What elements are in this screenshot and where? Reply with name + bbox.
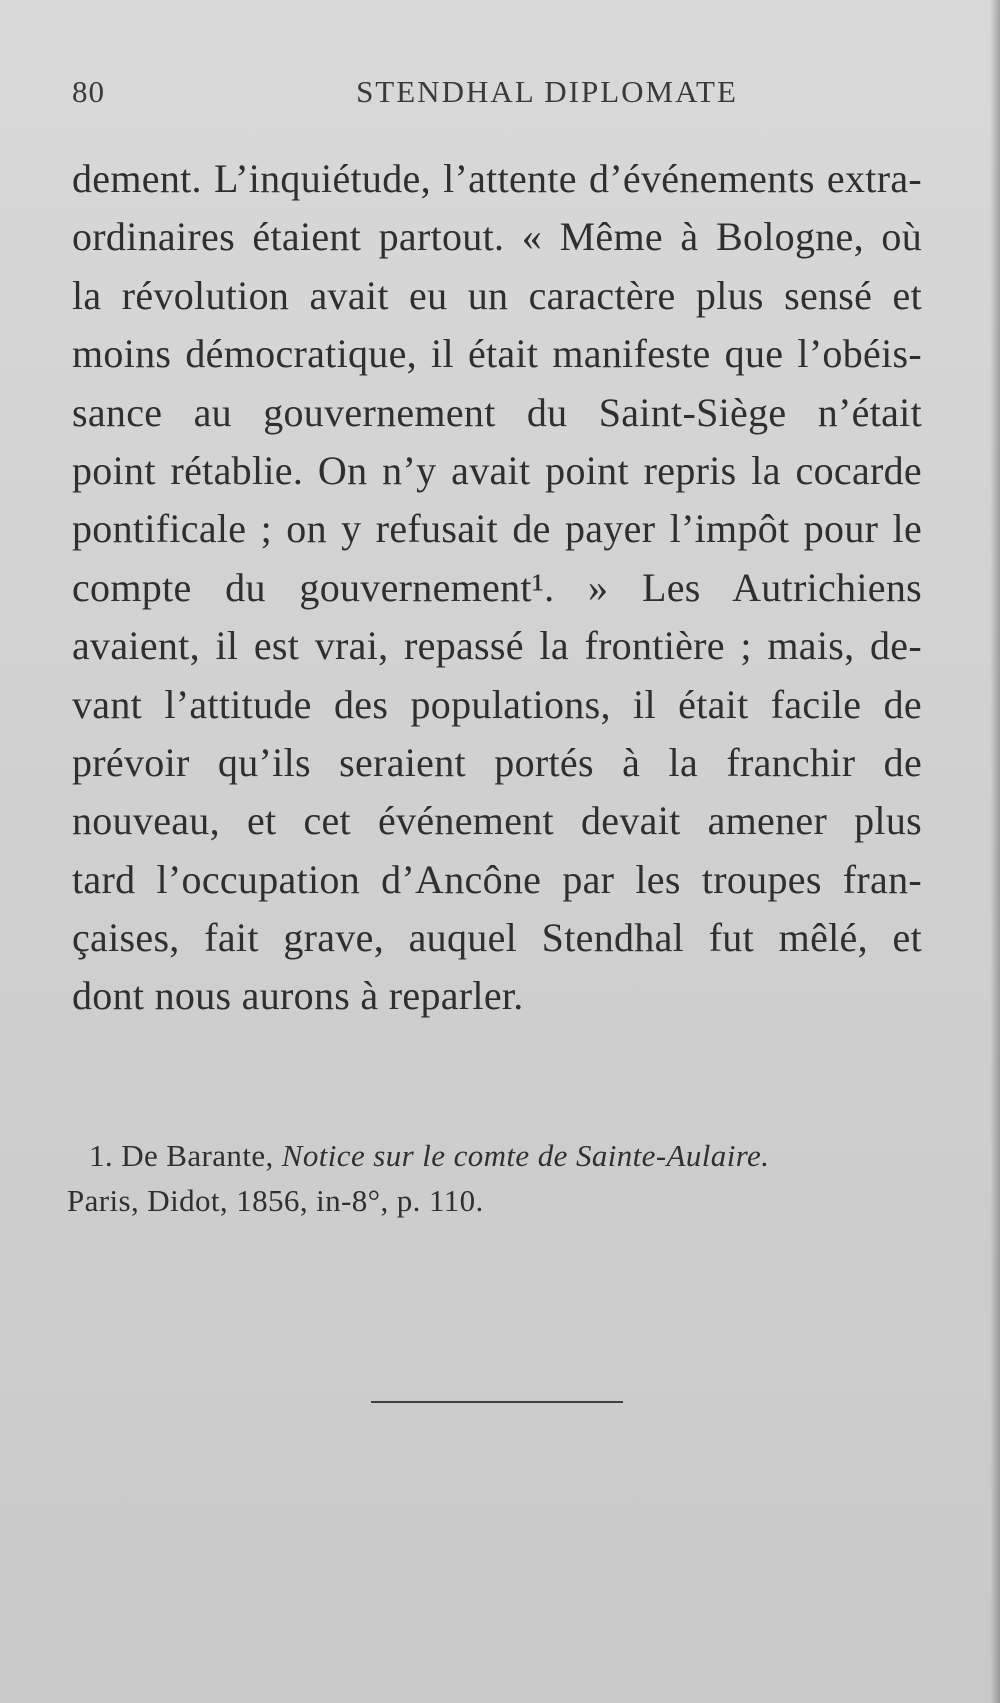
footnote xyxy=(67,1133,922,1223)
text-line-5: sance au gouvernement du Saint-Siège n’était xyxy=(72,389,922,435)
footnote-citation-title: Notice sur le comte de Sainte-Aulaire. xyxy=(281,1138,770,1173)
text-line-1: dement. L’inquiétude, l’attente d’événements extra- xyxy=(72,156,922,201)
page-number: 80 xyxy=(72,74,105,109)
text-line-11: prévoir qu’ils seraient portés à la franchir de xyxy=(72,739,922,785)
text-line-8: compte du gouvernement¹. » Les Autrichiens xyxy=(72,564,922,610)
text-line-4: moins démocratique, il était manifeste que l’obéis- xyxy=(72,331,922,377)
text-line-10: vant l’attitude des populations, il était facile de xyxy=(72,681,922,727)
footnote-citation-author: 1. De Barante, xyxy=(89,1138,282,1173)
page-edge-shadow xyxy=(990,0,1000,1703)
text-line-6: point rétablie. On n’y avait point repris la cocarde xyxy=(72,447,922,493)
text-line-13: tard l’occupation d’Ancône par les troupes fran- xyxy=(72,856,922,902)
text-line-3: la révolution avait eu un caractère plus sensé et xyxy=(72,272,922,318)
end-of-chapter-rule xyxy=(371,1401,623,1403)
footnote-line-1 xyxy=(67,1133,922,1178)
page-header xyxy=(72,74,932,114)
text-line-2: ordinaires étaient partout. « Même à Bologne, où xyxy=(72,214,922,260)
text-line-7: pontificale ; on y refusait de payer l’impôt pour le xyxy=(72,506,922,552)
footnote-line-2: Paris, Didot, 1856, in-8°, p. 110. xyxy=(67,1183,484,1218)
running-title: STENDHAL DIPLOMATE xyxy=(356,74,738,109)
text-line-14: çaises, fait grave, auquel Stendhal fut mêlé, et xyxy=(72,915,922,961)
text-line-12: nouveau, et cet événement devait amener plus xyxy=(72,798,922,844)
text-line-15: dont nous aurons à reparler. xyxy=(72,973,524,1019)
body-text xyxy=(72,150,922,1026)
text-line-9: avaient, il est vrai, repassé la frontière ; mais, de- xyxy=(72,623,922,669)
